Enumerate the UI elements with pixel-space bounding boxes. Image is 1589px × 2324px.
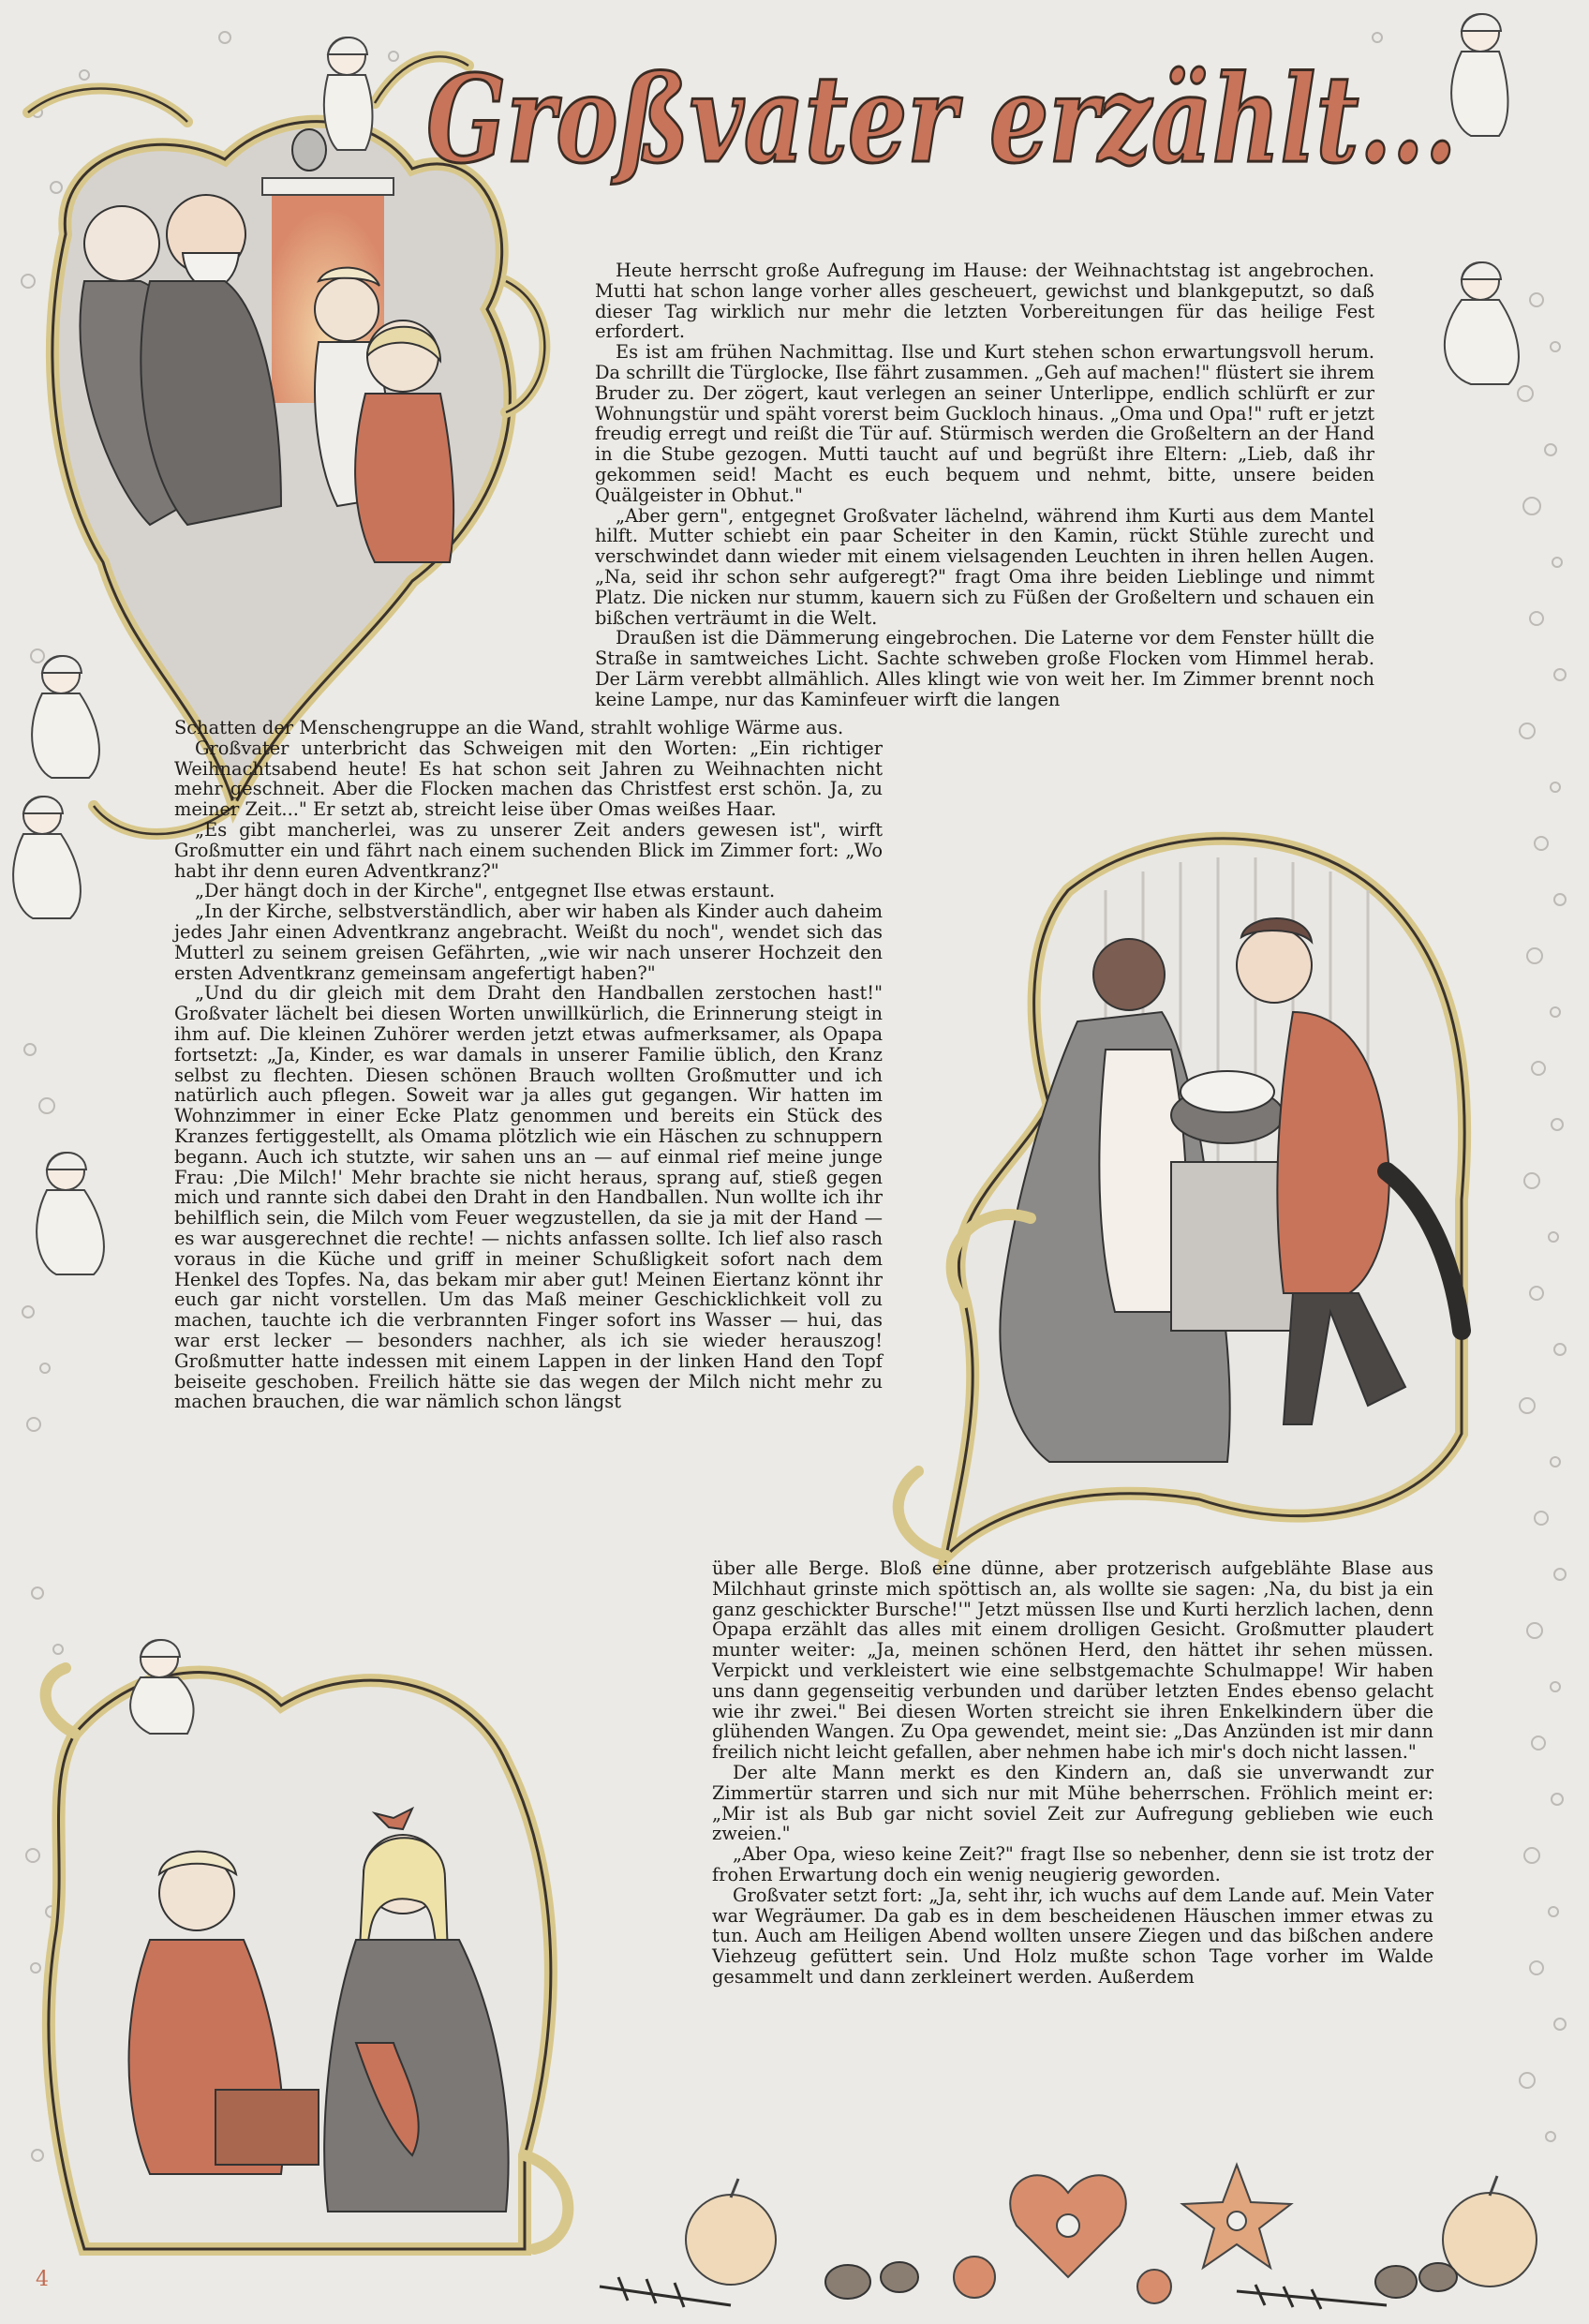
illustration-fireplace: [52, 122, 510, 806]
article-column-top: [595, 261, 1374, 710]
paragraph: Großvater setzt fort: „Ja, seht ihr, ich wuchs auf dem Lande auf. Mein Vater war Wegräumer. Da gab es in dem bescheidenen Häuschen immer etwas zu tun. Auch am Heiligen Abend wollten unsere Ziegen und das bißchen andere Viehzeug gefüttert sein. Und Holz mußte schon Tage vorher im Walde gesammelt und dann zerkleinert werden. Außerdem: [712, 1884, 1433, 1988]
paragraph: Schatten der Menschengruppe an die Wand, strahlt wohlige Wärme aus.: [174, 717, 844, 738]
paragraph: Heute herrscht große Aufregung im Hause: der Weihnachtstag ist angebrochen. Mutti hat schon lange vorher alles gescheuert, gewichst und blankgeputzt, so daß dieser Tag wirklich nur mehr die letzten Vorbereitungen für das heilige Fest erfordert.: [595, 260, 1374, 343]
article-column-left: [174, 718, 883, 1412]
paragraph: Draußen ist die Dämmerung eingebrochen. Die Laterne vor dem Fenster hüllt die Straße in samtweiches Licht. Sachte schweben große Flocken vom Himmel herab. Der Lärm verebbt allmählich. Alles klingt wie von weit her. Im Zimmer brennt noch keine Lampe, nur das Kaminfeuer wirft die langen: [595, 627, 1374, 710]
paragraph: über alle Berge. Bloß eine dünne, aber protzerisch aufgeblähte Blase aus Milchhaut grinste mich spöttisch an, als wollte sie sagen: ‚Na, du bist ja ein ganz geschickter Bursche!'" Jetzt müssen Ilse und Kurti herzlich lachen, denn Opapa erzählt das alles mit einem drolligen Gesicht. Großmutter plaudert munter weiter: „Ja, meinen schönen Herd, den hättet ihr sehen müssen. Verpickt und verkleistert wie eine selbstgemachte Schulmappe! Wir haben uns dann gegenseitig verbunden und darüber letzten Endes ebenso gelacht wie ihr zwei." Bei diesen Worten streicht sie ihren Enkelkindern über die glühenden Wangen. Zu Opa gewendet, meint sie: „Das Anzünden ist mir dann freilich nicht leicht gefallen, aber nehmen habe ich mir's doch nicht lassen.": [712, 1557, 1433, 1764]
page-title: Großvater erzählt...: [426, 50, 1457, 190]
paragraph: „Aber Opa, wieso keine Zeit?" fragt Ilse so nebenher, denn sie ist trotz der frohen Erwartung doch ein wenig neugierig geworden.: [712, 1843, 1433, 1885]
paragraph: Der alte Mann merkt es den Kindern an, daß sie unverwandt zur Zimmertür starren und sich nur mit Mühe beherrschen. Fröhlich meint er: „Mir ist als Bub gar nicht soviel Zeit zur Aufregung geblieben wie euch zweien.": [712, 1761, 1433, 1845]
illustration-kitchen: [946, 839, 1464, 1556]
star-cookie-icon: [1182, 2165, 1291, 2268]
page-number: 4: [36, 2268, 49, 2291]
illustration-children: [49, 1672, 551, 2249]
paragraph: „Aber gern", entgegnet Großvater lächelnd, während ihm Kurti aus dem Mantel hilft. Mutter schiebt ein paar Scheiter in den Kamin, rückt Stühle zurecht und verschwindet dann wieder mit einem vielsagenden Leuchten in ihren hellen Augen. „Na, seid ihr schon sehr aufgeregt?" fragt Oma ihre beiden Lieblinge und nimmt Platz. Die nicken nur stumm, kauern sich zu Füßen der Großeltern und schauen ein bißchen verträumt in die Welt.: [595, 504, 1374, 629]
paragraph: „Es gibt mancherlei, was zu unserer Zeit anders gewesen ist", wirft Großmutter ein und fährt nach einem suchenden Blick im Zimmer fort: „Wo habt ihr denn euren Adventkranz?": [174, 818, 883, 882]
paragraph: Großvater unterbricht das Schweigen mit den Worten: „Ein richtiger Weihnachtsabend heute! Es hat schon seit Jahren zu Weihnachten nicht mehr geschneit. Aber die Flocken machen das Christfest erst schön. Ja, zu meiner Zeit..." Er setzt ab, streicht leise über Omas weißes Haar.: [174, 737, 883, 821]
paragraph: „Und du dir gleich mit dem Draht den Handballen zerstochen hast!" Großvater lächelt bei diesen Worten unwillkürlich, die Erinnerung steigt in ihm auf. Die kleinen Zuhörer werden jetzt etwas aufmerksamer, als Opapa fortsetzt: „Ja, Kinder, es war damals in unserer Familie üblich, den Kranz selbst zu flechten. Diesen schönen Brauch wollten Großmutter und ich natürlich auch pflegen. Soweit war ja alles gut gegangen. Wir hatten im Wohnzimmer in einer Ecke Platz genommen und bereits ein Stück des Kranzes fertiggestellt, als Omama plötzlich wie ein Häschen zu schnuppern begann. Auch ich stutzte, wir sahen uns an — auf einmal rief meine junge Frau: ‚Die Milch!' Mehr brachte sie nicht heraus, sprang auf, stieß gegen mich und rannte sich dabei den Draht in den Handballen. Nun wollte ich ihr behilflich sein, die Milch vom Feuer wegzustellen, da sie ja mit der Hand — es war ausgerechnet die rechte! — nichts anfassen sollte. Ich lief also rasch voraus in die Küche und griff in meiner Schußligkeit sofort nach dem Henkel des Topfes. Na, das bekam mir aber gut! Meinen Eiertanz könnt ihr euch gar nicht vorstellen. Um das Maß meiner Geschicklichkeit voll zu machen, tauchte ich die verbrannten Finger sofort ins Wasser — hui, das war erst lecker — besonders nachher, als ich sie wieder herauszog! Großmutter hatte indessen mit einem Lappen in der linken Hand den Topf beiseite geschoben. Freilich hätte sie das wegen der Milch nicht mehr zu machen brauchen, die war nämlich schon längst: [174, 982, 883, 1413]
paragraph: „In der Kirche, selbstverständlich, aber wir haben als Kinder auch daheim jedes Jahr einen Adventkranz angebracht. Weißt du noch", wendet sich das Mutterl zu seinem greisen Gefährten, „wie wir nach unserer Hochzeit den ersten Adventkranz gemeinsam angefertigt haben?": [174, 901, 883, 984]
paragraph: Es ist am frühen Nachmittag. Ilse und Kurt stehen schon erwartungsvoll herum. Da schrillt die Türglocke, Ilse fährt zusammen. „Geh auf machen!" flüstert sie ihrem Bruder zu. Der zögert, kaut verlegen an seiner Unterlippe, endlich schlürft er zur Wohnungstür und späht vorerst beim Guckloch hinaus. „Oma und Opa!" ruft er jetzt freudig erregt und reißt die Tür auf. Stürmisch werden die Großeltern an der Hand in die Stube gezogen. Mutti taucht auf und begrüßt ihre Eltern: „Lieb, daß ihr gekommen seid! Macht es euch bequem und nehmt, bitte, unsere beiden Quälgeister in Obhut.": [595, 341, 1374, 506]
paragraph: „Der hängt doch in der Kirche", entgegnet Ilse etwas erstaunt.: [195, 880, 776, 902]
article-column-bottom: [712, 1558, 1433, 1988]
page-title-graphic: [417, 21, 1485, 199]
bottom-border: [600, 2165, 1537, 2309]
heart-cookie-icon: [1010, 2175, 1126, 2277]
